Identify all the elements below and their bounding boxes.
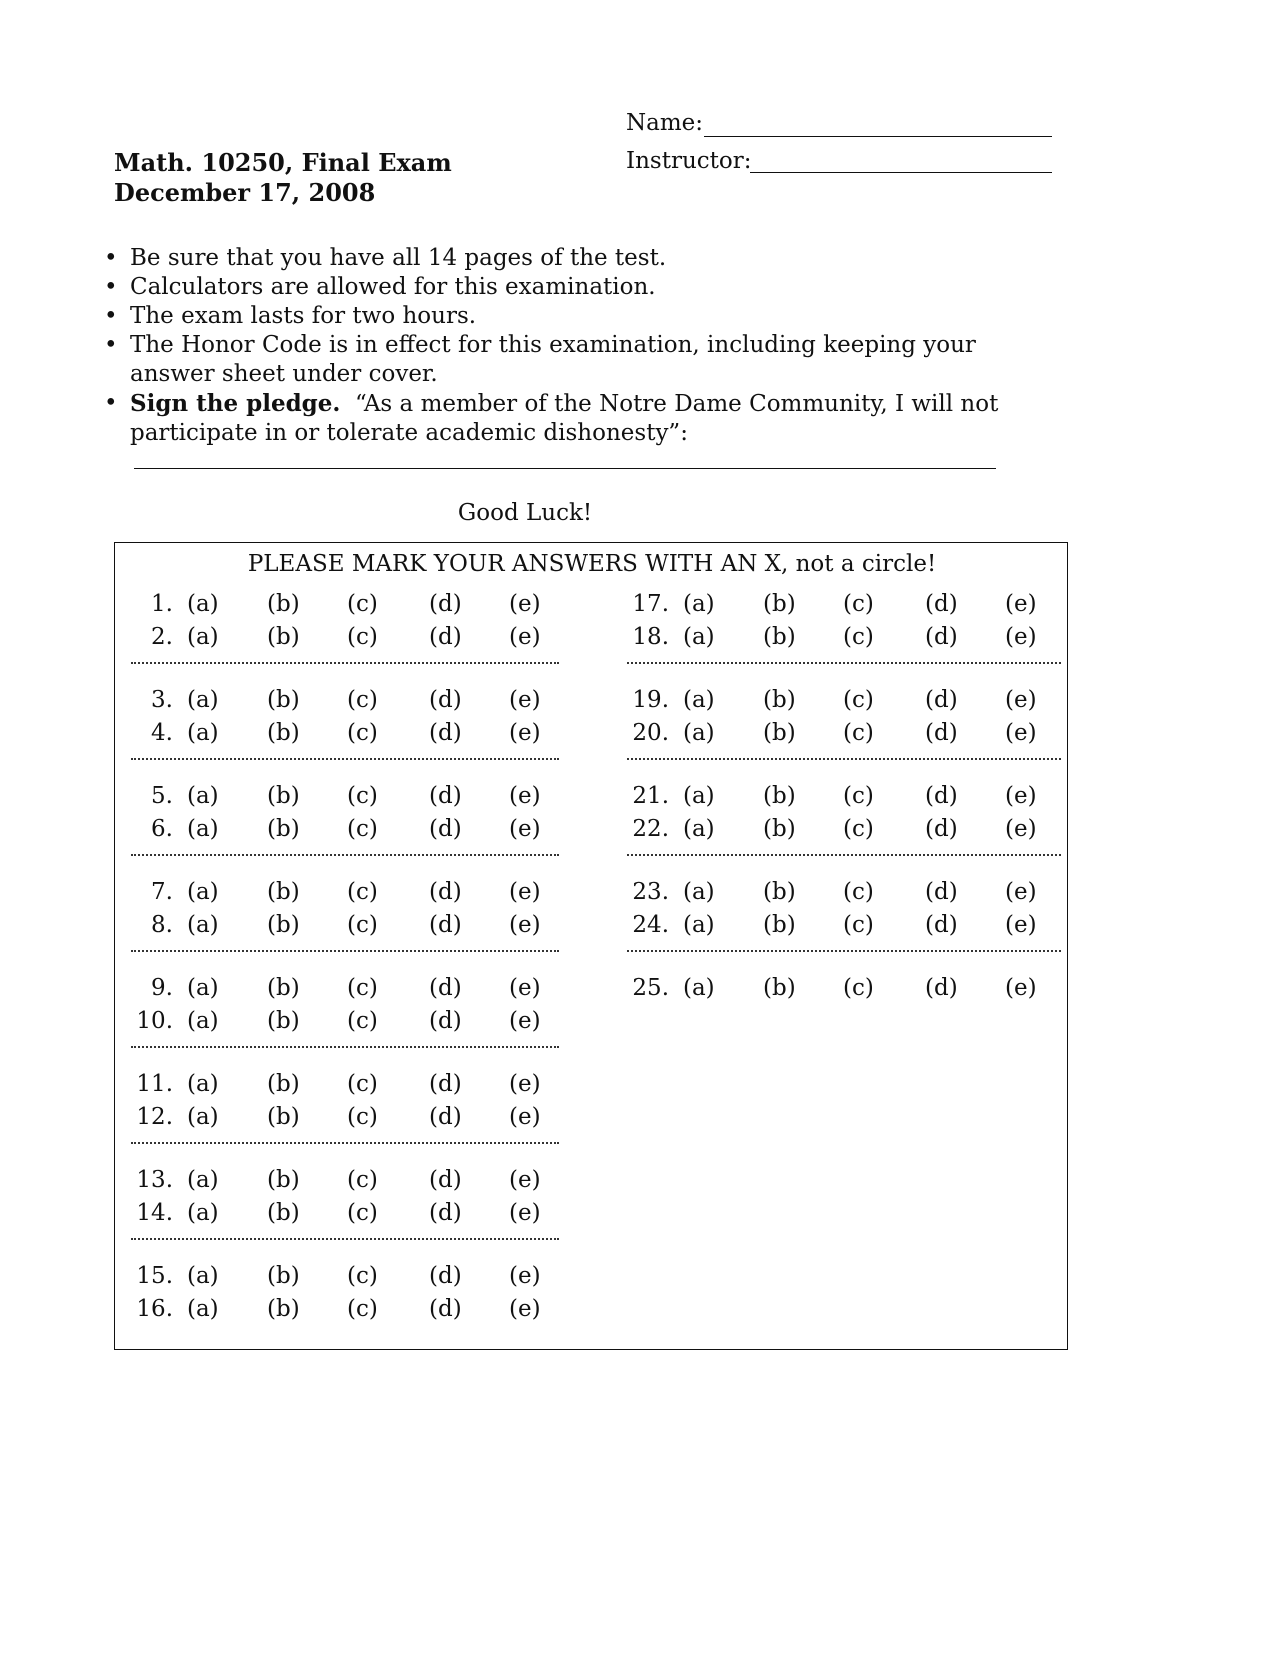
question-number: 20. — [632, 720, 669, 746]
instructions-list — [104, 244, 1004, 448]
question-number: 5. — [151, 783, 173, 809]
answer-choice-a[interactable]: (a) — [683, 783, 715, 809]
instructor-label: Instructor: — [626, 148, 752, 174]
answer-row — [623, 588, 1063, 620]
instruction-item: • Calculators are allowed for this examination. — [104, 274, 656, 300]
answer-row — [127, 1068, 567, 1100]
answer-choice-d[interactable]: (d) — [429, 816, 462, 842]
answer-row — [623, 909, 1063, 941]
question-number: 25. — [632, 975, 669, 1001]
answer-choice-e[interactable]: (e) — [509, 720, 541, 746]
answer-choice-c[interactable]: (c) — [347, 591, 378, 617]
answer-choice-e[interactable]: (e) — [1005, 783, 1037, 809]
instruction-item: • The exam lasts for two hours. — [104, 303, 477, 329]
answer-choice-e[interactable]: (e) — [509, 1071, 541, 1097]
answer-row — [127, 1005, 567, 1037]
answer-choice-c[interactable]: (c) — [347, 975, 378, 1001]
answer-choice-b[interactable]: (b) — [763, 624, 796, 650]
answer-choice-e[interactable]: (e) — [1005, 624, 1037, 650]
exam-title: Math. 10250, Final Exam — [114, 148, 452, 177]
answer-choice-a[interactable]: (a) — [187, 1263, 219, 1289]
question-number: 21. — [632, 783, 669, 809]
answer-row — [127, 1164, 567, 1196]
answer-choice-d[interactable]: (d) — [925, 975, 958, 1001]
answer-sheet-header: PLEASE MARK YOUR ANSWERS WITH AN X, not a circle! — [247, 551, 937, 577]
answer-choice-b[interactable]: (b) — [267, 1296, 300, 1322]
answer-choice-a[interactable]: (a) — [187, 1104, 219, 1130]
question-number: 3. — [151, 687, 173, 713]
answer-choice-a[interactable]: (a) — [683, 720, 715, 746]
answer-choice-e[interactable]: (e) — [509, 687, 541, 713]
answer-choice-a[interactable]: (a) — [187, 1167, 219, 1193]
group-separator — [131, 1142, 559, 1144]
answer-choice-c[interactable]: (c) — [347, 1008, 378, 1034]
answer-choice-a[interactable]: (a) — [187, 1296, 219, 1322]
name-field[interactable] — [704, 136, 1052, 137]
answer-choice-e[interactable]: (e) — [1005, 912, 1037, 938]
answer-choice-a[interactable]: (a) — [187, 1200, 219, 1226]
answer-choice-b[interactable]: (b) — [763, 720, 796, 746]
answer-choice-b[interactable]: (b) — [763, 975, 796, 1001]
question-number: 6. — [151, 816, 173, 842]
answer-choice-a[interactable]: (a) — [683, 624, 715, 650]
answer-choice-e[interactable]: (e) — [509, 816, 541, 842]
answer-choice-d[interactable]: (d) — [429, 1071, 462, 1097]
answer-row — [127, 621, 567, 653]
answer-choice-d[interactable]: (d) — [925, 591, 958, 617]
answer-choice-b[interactable]: (b) — [267, 1071, 300, 1097]
question-number: 13. — [136, 1167, 173, 1193]
question-number: 24. — [632, 912, 669, 938]
answer-choice-e[interactable]: (e) — [509, 1008, 541, 1034]
answer-choice-c[interactable]: (c) — [347, 687, 378, 713]
answer-choice-d[interactable]: (d) — [429, 720, 462, 746]
exam-date: December 17, 2008 — [114, 178, 376, 207]
answer-choice-a[interactable]: (a) — [187, 687, 219, 713]
answer-choice-b[interactable]: (b) — [267, 783, 300, 809]
group-separator — [627, 950, 1061, 952]
answer-choice-b[interactable]: (b) — [267, 720, 300, 746]
answer-choice-e[interactable]: (e) — [1005, 816, 1037, 842]
group-separator — [131, 854, 559, 856]
answer-row — [623, 972, 1063, 1004]
answer-choice-c[interactable]: (c) — [347, 912, 378, 938]
question-number: 22. — [632, 816, 669, 842]
answer-choice-e[interactable]: (e) — [509, 1104, 541, 1130]
answer-choice-e[interactable]: (e) — [1005, 975, 1037, 1001]
answer-choice-d[interactable]: (d) — [925, 783, 958, 809]
pledge-text: “As a member of the Notre Dame Community, I will not participate in or tolerate academic dishonesty”: — [130, 391, 999, 446]
answer-choice-a[interactable]: (a) — [683, 816, 715, 842]
answer-choice-b[interactable]: (b) — [763, 912, 796, 938]
answer-choice-a[interactable]: (a) — [683, 912, 715, 938]
answer-choice-e[interactable]: (e) — [509, 591, 541, 617]
answer-choice-b[interactable]: (b) — [267, 687, 300, 713]
answer-row — [127, 684, 567, 716]
answer-choice-c[interactable]: (c) — [347, 1167, 378, 1193]
answer-choice-c[interactable]: (c) — [843, 879, 874, 905]
answer-choice-b[interactable]: (b) — [267, 912, 300, 938]
answer-choice-b[interactable]: (b) — [267, 591, 300, 617]
answer-choice-c[interactable]: (c) — [843, 783, 874, 809]
answer-choice-d[interactable]: (d) — [925, 879, 958, 905]
answer-row — [623, 684, 1063, 716]
answer-choice-e[interactable]: (e) — [1005, 591, 1037, 617]
answer-choice-d[interactable]: (d) — [925, 912, 958, 938]
answer-choice-e[interactable]: (e) — [509, 975, 541, 1001]
answer-choice-b[interactable]: (b) — [267, 879, 300, 905]
answer-choice-d[interactable]: (d) — [429, 975, 462, 1001]
group-separator — [131, 662, 559, 664]
answer-choice-c[interactable]: (c) — [347, 720, 378, 746]
group-separator — [131, 950, 559, 952]
answer-row — [127, 588, 567, 620]
question-number: 2. — [151, 624, 173, 650]
answer-row — [623, 876, 1063, 908]
answer-row — [623, 717, 1063, 749]
answer-choice-e[interactable]: (e) — [509, 1296, 541, 1322]
answer-choice-d[interactable]: (d) — [429, 1263, 462, 1289]
answer-choice-d[interactable]: (d) — [429, 591, 462, 617]
question-number: 12. — [136, 1104, 173, 1130]
question-number: 16. — [136, 1296, 173, 1322]
group-separator — [627, 662, 1061, 664]
group-separator — [131, 1238, 559, 1240]
question-number: 14. — [136, 1200, 173, 1226]
answer-row — [127, 1293, 567, 1325]
answer-choice-d[interactable]: (d) — [429, 1008, 462, 1034]
answer-choice-e[interactable]: (e) — [509, 1263, 541, 1289]
answer-choice-c[interactable]: (c) — [347, 624, 378, 650]
answer-choice-a[interactable]: (a) — [187, 591, 219, 617]
question-number: 23. — [632, 879, 669, 905]
answer-choice-d[interactable]: (d) — [925, 624, 958, 650]
answer-choice-c[interactable]: (c) — [347, 783, 378, 809]
answer-row — [127, 876, 567, 908]
answer-row — [127, 780, 567, 812]
answer-choice-c[interactable]: (c) — [347, 1263, 378, 1289]
answer-choice-c[interactable]: (c) — [843, 591, 874, 617]
group-separator — [131, 758, 559, 760]
answer-choice-e[interactable]: (e) — [1005, 720, 1037, 746]
answer-choice-a[interactable]: (a) — [683, 591, 715, 617]
answer-choice-a[interactable]: (a) — [683, 687, 715, 713]
answer-choice-b[interactable]: (b) — [267, 1104, 300, 1130]
answer-choice-b[interactable]: (b) — [763, 879, 796, 905]
question-number: 4. — [151, 720, 173, 746]
answer-choice-e[interactable]: (e) — [509, 912, 541, 938]
answer-choice-c[interactable]: (c) — [347, 816, 378, 842]
answer-choice-e[interactable]: (e) — [509, 1167, 541, 1193]
answer-choice-e[interactable]: (e) — [1005, 687, 1037, 713]
question-number: 18. — [632, 624, 669, 650]
answer-row — [623, 813, 1063, 845]
question-number: 11. — [136, 1071, 173, 1097]
answer-choice-b[interactable]: (b) — [763, 816, 796, 842]
group-separator — [627, 758, 1061, 760]
question-number: 10. — [136, 1008, 173, 1034]
instructor-field[interactable] — [750, 172, 1052, 173]
answer-choice-a[interactable]: (a) — [683, 879, 715, 905]
answer-choice-c[interactable]: (c) — [843, 720, 874, 746]
question-number: 8. — [151, 912, 173, 938]
answer-choice-a[interactable]: (a) — [187, 816, 219, 842]
answer-choice-b[interactable]: (b) — [763, 591, 796, 617]
answer-choice-b[interactable]: (b) — [267, 816, 300, 842]
answer-choice-d[interactable]: (d) — [429, 1296, 462, 1322]
answer-choice-d[interactable]: (d) — [925, 687, 958, 713]
answer-choice-c[interactable]: (c) — [843, 975, 874, 1001]
answer-choice-e[interactable]: (e) — [509, 879, 541, 905]
question-number: 1. — [151, 591, 173, 617]
answer-row — [623, 780, 1063, 812]
answer-choice-c[interactable]: (c) — [347, 1071, 378, 1097]
answer-choice-e[interactable]: (e) — [1005, 879, 1037, 905]
answer-choice-a[interactable]: (a) — [187, 879, 219, 905]
answer-choice-c[interactable]: (c) — [843, 687, 874, 713]
answer-choice-b[interactable]: (b) — [267, 624, 300, 650]
answer-choice-c[interactable]: (c) — [347, 879, 378, 905]
answer-choice-c[interactable]: (c) — [347, 1296, 378, 1322]
answer-choice-b[interactable]: (b) — [267, 975, 300, 1001]
answer-choice-a[interactable]: (a) — [187, 783, 219, 809]
answer-row — [127, 813, 567, 845]
answer-choice-a[interactable]: (a) — [187, 1008, 219, 1034]
answer-choice-d[interactable]: (d) — [925, 816, 958, 842]
answer-choice-d[interactable]: (d) — [429, 912, 462, 938]
answer-choice-b[interactable]: (b) — [763, 783, 796, 809]
good-luck-text: Good Luck! — [457, 500, 593, 526]
answer-choice-d[interactable]: (d) — [429, 879, 462, 905]
answer-sheet — [114, 542, 1068, 1350]
answer-choice-d[interactable]: (d) — [429, 1200, 462, 1226]
answer-choice-b[interactable]: (b) — [267, 1200, 300, 1226]
answer-row — [127, 1260, 567, 1292]
answer-row — [127, 717, 567, 749]
answer-choice-d[interactable]: (d) — [429, 783, 462, 809]
question-number: 15. — [136, 1263, 173, 1289]
answer-choice-b[interactable]: (b) — [267, 1008, 300, 1034]
answer-choice-b[interactable]: (b) — [267, 1167, 300, 1193]
answer-choice-d[interactable]: (d) — [429, 624, 462, 650]
answer-choice-c[interactable]: (c) — [347, 1104, 378, 1130]
name-label: Name: — [626, 110, 704, 136]
answer-row — [127, 909, 567, 941]
question-number: 7. — [151, 879, 173, 905]
pledge-item: • Sign the pledge. “As a member of the Notre Dame Community, I will not participate in or tolerate academic dishonesty”: — [104, 390, 999, 446]
group-separator — [131, 1046, 559, 1048]
question-number: 17. — [632, 591, 669, 617]
answer-row — [623, 621, 1063, 653]
answer-choice-e[interactable]: (e) — [509, 783, 541, 809]
answer-choice-e[interactable]: (e) — [509, 624, 541, 650]
answer-choice-a[interactable]: (a) — [187, 975, 219, 1001]
answer-choice-a[interactable]: (a) — [187, 624, 219, 650]
answer-choice-d[interactable]: (d) — [429, 1167, 462, 1193]
answer-choice-e[interactable]: (e) — [509, 1200, 541, 1226]
answer-choice-d[interactable]: (d) — [925, 720, 958, 746]
answer-choice-c[interactable]: (c) — [843, 816, 874, 842]
answer-choice-a[interactable]: (a) — [683, 975, 715, 1001]
group-separator — [627, 854, 1061, 856]
answer-row — [127, 1101, 567, 1133]
answer-row — [127, 1197, 567, 1229]
answer-choice-b[interactable]: (b) — [763, 687, 796, 713]
answer-choice-b[interactable]: (b) — [267, 1263, 300, 1289]
pledge-heading: Sign the pledge. — [130, 390, 341, 417]
instruction-item: • Be sure that you have all 14 pages of the test. — [104, 245, 667, 271]
answer-row — [127, 972, 567, 1004]
answer-choice-c[interactable]: (c) — [347, 1200, 378, 1226]
answer-choice-a[interactable]: (a) — [187, 912, 219, 938]
answer-choice-d[interactable]: (d) — [429, 1104, 462, 1130]
answer-choice-d[interactable]: (d) — [429, 687, 462, 713]
question-number: 9. — [151, 975, 173, 1001]
answer-choice-a[interactable]: (a) — [187, 720, 219, 746]
instruction-item: • The Honor Code is in effect for this examination, including keeping your answer sheet under cover. — [104, 332, 976, 387]
question-number: 19. — [632, 687, 669, 713]
answer-choice-c[interactable]: (c) — [843, 624, 874, 650]
pledge-signature-line[interactable] — [134, 468, 996, 469]
answer-choice-a[interactable]: (a) — [187, 1071, 219, 1097]
answer-choice-c[interactable]: (c) — [843, 912, 874, 938]
